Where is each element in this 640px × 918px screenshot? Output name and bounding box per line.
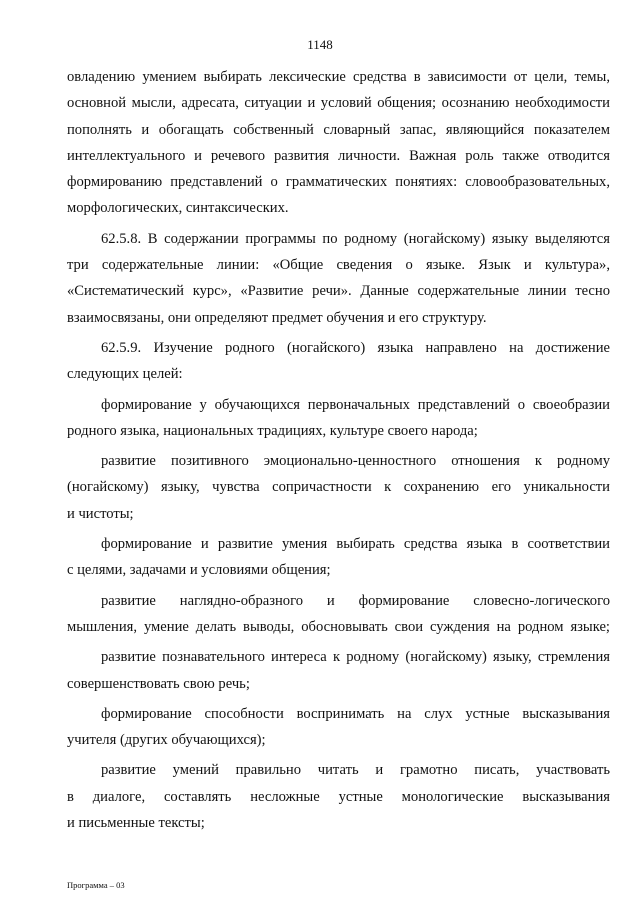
text-line: развитие позитивного эмоционально-ценностного отношения к родному bbox=[101, 453, 610, 470]
text-line: развитие умений правильно читать и грамотно писать, участвовать bbox=[101, 762, 610, 779]
text-line: развитие наглядно-образного и формирование словесно-логического bbox=[101, 592, 610, 609]
body-text bbox=[67, 64, 610, 836]
text-line: морфологических, синтаксических. bbox=[67, 200, 289, 217]
text-line: учителя (других обучающихся); bbox=[67, 732, 266, 749]
text-line: интеллектуального и речевого развития личности. Важная роль также отводится bbox=[67, 147, 610, 164]
text-line: формированию представлений о грамматических понятиях: словообразовательных, bbox=[67, 174, 610, 191]
text-line: формирование и развитие умения выбирать средства языка в соответствии bbox=[101, 536, 610, 553]
text-line: в диалоге, составлять несложные устные монологические высказывания bbox=[67, 788, 610, 805]
text-line: развитие познавательного интереса к родному (ногайскому) языку, стремления bbox=[101, 649, 610, 666]
text-line: овладению умением выбирать лексические средства в зависимости от цели, темы, bbox=[67, 69, 610, 85]
footer-label: Программа – 03 bbox=[67, 880, 125, 890]
text-line: и чистоты; bbox=[67, 505, 134, 522]
text-line: формирование у обучающихся первоначальных представлений о своеобразии bbox=[101, 396, 610, 413]
text-line: 62.5.9. Изучение родного (ногайского) языка направлено на достижение bbox=[101, 339, 610, 356]
text-line: основной мысли, адресата, ситуации и условий общения; осознанию необходимости bbox=[67, 95, 610, 112]
text-line: пополнять и обогащать собственный словарный запас, являющийся показателем bbox=[67, 121, 610, 138]
text-line: следующих целей: bbox=[67, 366, 183, 383]
text-line: три содержательные линии: «Общие сведения о языке. Язык и культура», bbox=[67, 257, 610, 274]
page-number: 1148 bbox=[307, 37, 333, 52]
text-line: родного языка, национальных традициях, культуре своего народа; bbox=[67, 422, 478, 439]
text-line: формирование способности воспринимать на слух устные высказывания bbox=[101, 705, 610, 722]
text-line: мышления, умение делать выводы, обосновывать свои суждения на родном языке; bbox=[67, 618, 610, 635]
text-line: и письменные тексты; bbox=[67, 815, 205, 832]
text-line: совершенствовать свою речь; bbox=[67, 675, 250, 692]
text-line: «Систематический курс», «Развитие речи». Данные содержательные линии тесно bbox=[67, 283, 610, 300]
text-line: (ногайскому) языку, чувства сопричастности к сохранению его уникальности bbox=[67, 479, 610, 496]
text-line: с целями, задачами и условиями общения; bbox=[67, 562, 331, 579]
text-line: взаимосвязаны, они определяют предмет обучения и его структуру. bbox=[67, 309, 487, 326]
text-line: 62.5.8. В содержании программы по родному (ногайскому) языку выделяются bbox=[101, 230, 610, 247]
